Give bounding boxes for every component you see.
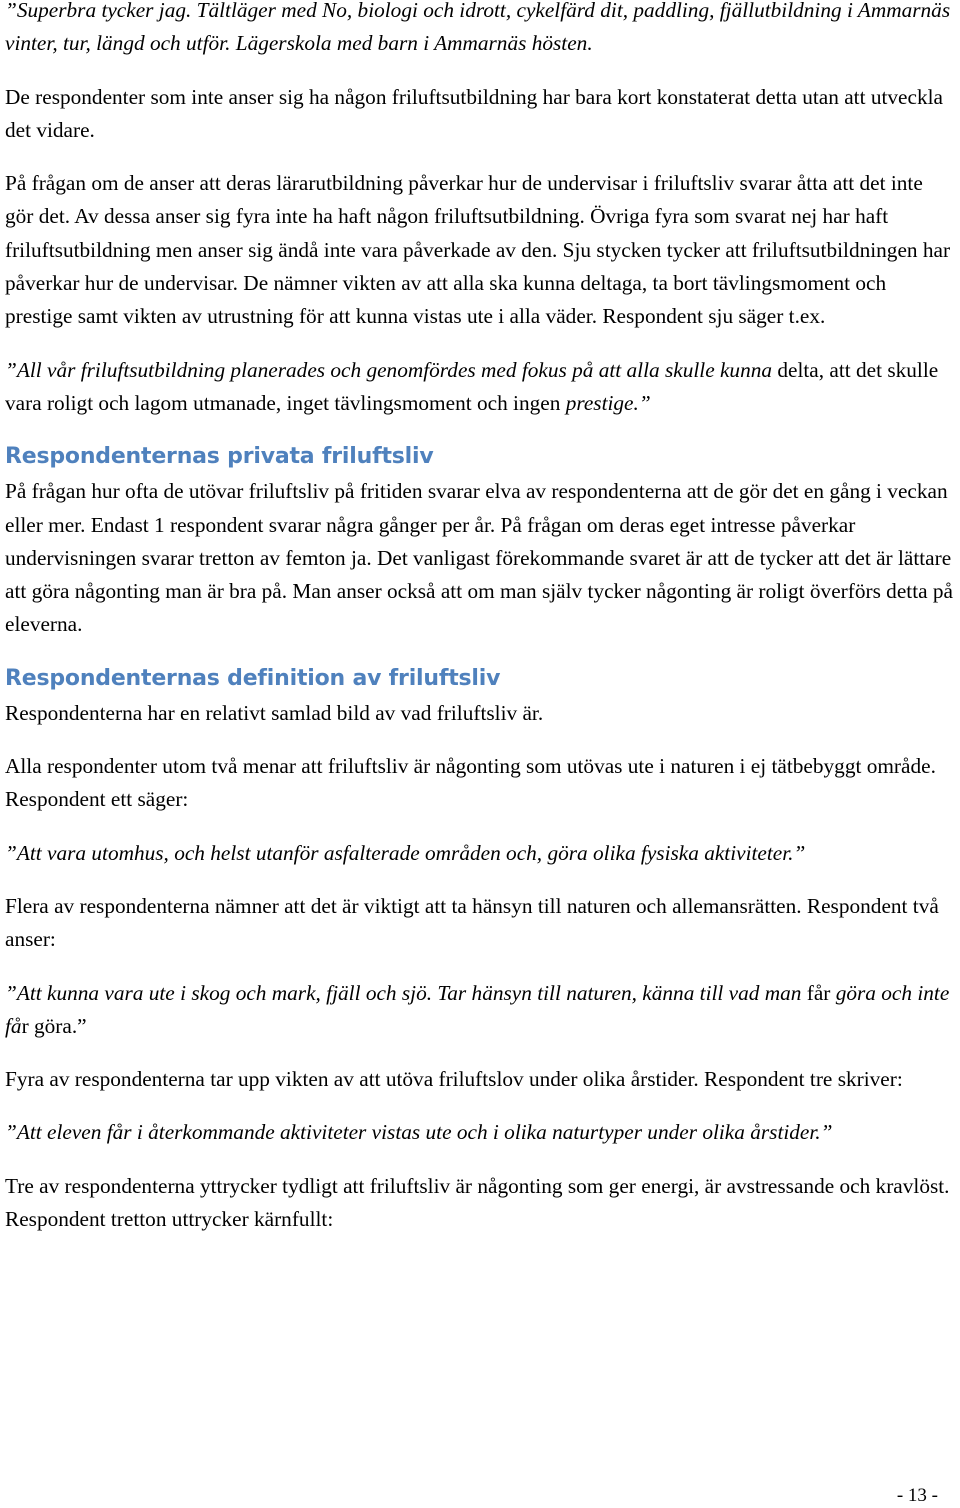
quote-part-3: prestige.” [565, 390, 651, 415]
quote-paragraph-1: ”Superbra tycker jag. Tältläger med No, biologi och idrott, cykelfärd dit, paddling, fjällutbildning i Ammarnäs vinter, tur, längd och utför. Lägerskola med barn i Ammarnäs hösten. [5, 0, 951, 56]
body-paragraph-5: Respondenterna har en relativt samlad bild av vad friluftsliv är. [5, 700, 544, 725]
quote-part-4: r göra.” [21, 1013, 87, 1038]
quote-respondent-two [5, 977, 955, 1044]
quote-part-1: ”Att kunna vara ute i skog och mark, fjäll och sjö. Tar hänsyn till naturen, känna till vad man [5, 980, 807, 1005]
page-number: - 13 - [896, 1485, 938, 1506]
body-paragraph-7: Flera av respondenterna nämner att det är viktigt att ta hänsyn till naturen och allemansrätten. Respondent två anser: [5, 893, 939, 952]
quote-part-1: ”All vår friluftsutbildning planerades och genomfördes med fokus på att alla skulle kunna [5, 357, 773, 382]
body-paragraph-8: Fyra av respondenterna tar upp vikten av att utöva friluftslov under olika årstider. Respondent tre skriver: [5, 1067, 903, 1092]
body-paragraph-4: På frågan hur ofta de utövar friluftsliv på fritiden svarar elva av respondenterna att de gör det en gång i veckan eller mer. Endast 1 respondent svarar några gånger per år. På frågan om deras eget intresse påverkar undervisningen svarar tretton av femton ja. Det vanligast förekommande svaret är att de tycker att det är lättare att göra någonting man är bra på. Man anser också att om man själv tycker någonting är roligt överförs detta på eleverna. [5, 479, 953, 637]
quote-respondent-one: ”Att vara utomhus, och helst utanför asfalterade områden och, göra olika fysiska aktiviteter.” [5, 840, 806, 865]
body-paragraph-9: Tre av respondenterna yttrycker tydligt att friluftsliv är någonting som ger energi, är avstressande och kravlöst. Respondent tretton uttrycker kärnfullt: [5, 1173, 950, 1232]
quote-paragraph-respondent-seven [5, 354, 955, 421]
body-paragraph-6: Alla respondenter utom två menar att friluftsliv är någonting som utövas ute i naturen i ej tätbebyggt område. Respondent ett säger: [5, 754, 936, 812]
quote-respondent-three: ”Att eleven får i återkommande aktiviteter vistas ute och i olika naturtyper under olika årstider.” [5, 1120, 833, 1145]
body-paragraph-3: På frågan om de anser att deras lärarutbildning påverkar hur de undervisar i friluftsliv svarar åtta att det inte gör det. Av dessa anser sig fyra inte ha haft någon friluftsutbildning. Övriga fyra som svarat nej har haft friluftsutbildning men anser sig ändå inte vara påverkade av den. Sju stycken tycker att friluftsutbildningen har påverkar hur de undervisar. De nämner vikten av att alla ska kunna deltaga, ta bort tävlingsmoment och prestige samt vikten av utrustning för att kunna vistas ute i alla väder. Respondent sju säger t.ex. [5, 171, 951, 329]
section-heading-definition: Respondenternas definition av friluftsliv [5, 665, 501, 691]
quote-part-2: får [806, 980, 831, 1005]
quote-part-3: göra och inte få [5, 980, 950, 1038]
quote-part-2: delta, att det skulle vara roligt och lagom utmanade, inget tävlingsmoment och ingen [5, 357, 939, 415]
document-page [5, 0, 955, 1256]
body-paragraph-2: De respondenter som inte anser sig ha någon friluftsutbildning har bara kort konstaterat detta utan att utveckla det vidare. [5, 84, 943, 142]
section-heading-private-outdoor-life: Respondenternas privata friluftsliv [5, 444, 434, 470]
